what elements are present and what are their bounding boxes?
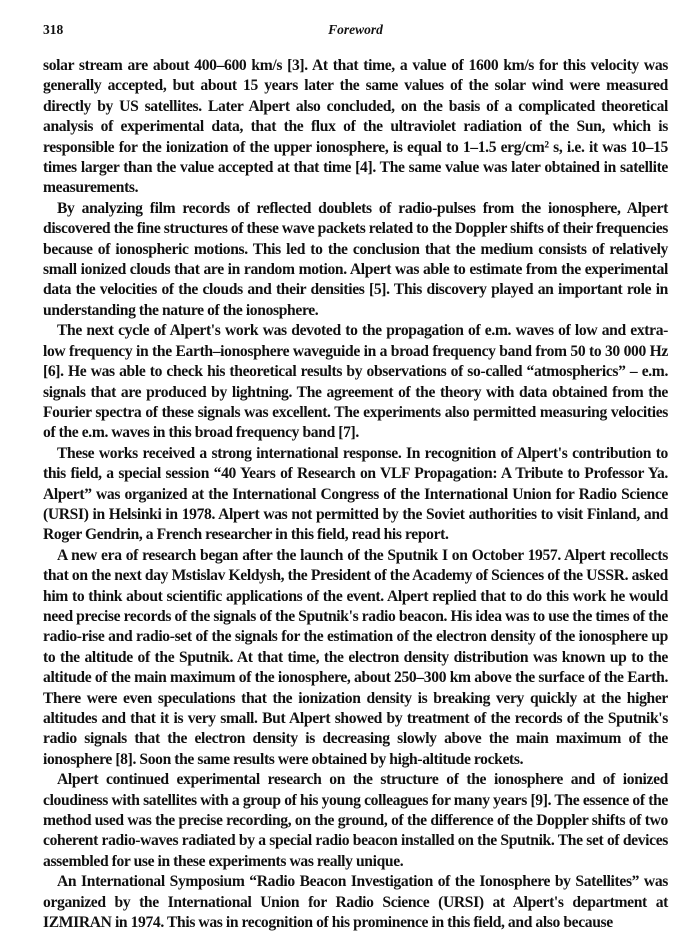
paragraph: Alpert continued experimental research on the structure of the ionosphere and of ionized cloudiness with satellites with a group of his young colleagues for many years [9]. The essence of the method used was the precise recording, on the ground, of the difference of the Doppler shifts of two coherent radio-waves radiated by a special radio beacon installed on the Sputnik. The set of devices assembled for use in these experiments was really unique. bbox=[43, 771, 668, 870]
paragraph: These works received a strong international response. In recognition of Alpert's contribution to this field, a special session “40 Years of Research on VLF Propagation: A Tribute to Professor Ya. Alpert” was organized at the International Congress of the International Union for Radio Science (URSI) in Helsinki in 1978. Alpert was not permitted by the Soviet authorities to visit Finland, and Roger Gendrin, a French researcher in this field, read his report. bbox=[43, 444, 668, 544]
paragraph: By analyzing film records of reflected doublets of radio-pulses from the ionosphere, Alpert discovered the fine structures of these wave packets related to the Doppler shifts of their frequencies because of ionospheric motions. This led to the conclusion that the medium consists of relatively small ionized clouds that are in random motion. Alpert was able to estimate from the experimental data the velocities of the clouds and their densities [5]. This discovery played an important role in understanding the nature of the ionosphere. bbox=[43, 199, 668, 319]
page-number: 318 bbox=[43, 22, 64, 37]
paragraph: An International Symposium “Radio Beacon Investigation of the Ionosphere by Satellites” was organized by the International Union for Radio Science (URSI) at Alpert's department at IZMIRAN in 1974. This was in recognition of his prominence in this field, and also because bbox=[43, 873, 668, 932]
running-title: Foreword bbox=[328, 22, 383, 37]
paragraph: solar stream are about 400–600 km/s [3]. At that time, a value of 1600 km/s for this velocity was generally accepted, but about 15 years later the same values of the solar wind were measured directly by US satellites. Later Alpert also concluded, on the basis of a complicated theoretical analysis of experimental data, that the flux of the ultraviolet radiation of the Sun, which is responsible for the ionization of the upper ionosphere, is equal to 1–1.5 erg/cm² s, i.e. it was 10–15 times larger than the value accepted at that time [4]. The same value was later obtained in satellite measurements. bbox=[43, 57, 668, 197]
page-header bbox=[43, 22, 668, 42]
body-text bbox=[43, 56, 668, 933]
paragraph: A new era of research began after the launch of the Sputnik I on October 1957. Alpert recollects that on the next day Mstislav Keldysh, the President of the Academy of Sciences of the USSR. asked him to think about scientific applications of the event. Alpert replied that to do this work he would need precise records of the signals of the Sputnik's radio beacon. His idea was to use the times of the radio-rise and radio-set of the signals for the estimation of the electron density of the ionosphere up to the altitude of the Sputnik. At that time, the electron density distribution was known up to the altitude of the main maximum of the ionosphere, about 250–300 km above the surface of the Earth. There were even speculations that the ionization density is breaking very quickly at the higher altitudes and that it is very small. But Alpert showed by treatment of the records of the Sputnik's radio signals that the electron density is decreasing slowly above the main maximum of the ionosphere [8]. Soon the same results were obtained by high-altitude rockets. bbox=[43, 546, 668, 768]
paragraph: The next cycle of Alpert's work was devoted to the propagation of e.m. waves of low and extra-low frequency in the Earth–ionosphere waveguide in a broad frequency band from 50 to 30 000 Hz [6]. He was able to check his theoretical results by observations of so-called “atmospherics” – e.m. signals that are produced by lightning. The agreement of the theory with data obtained from the Fourier spectra of these signals was excellent. The experiments also permitted measuring velocities of the e.m. waves in this broad frequency band [7]. bbox=[43, 322, 668, 442]
